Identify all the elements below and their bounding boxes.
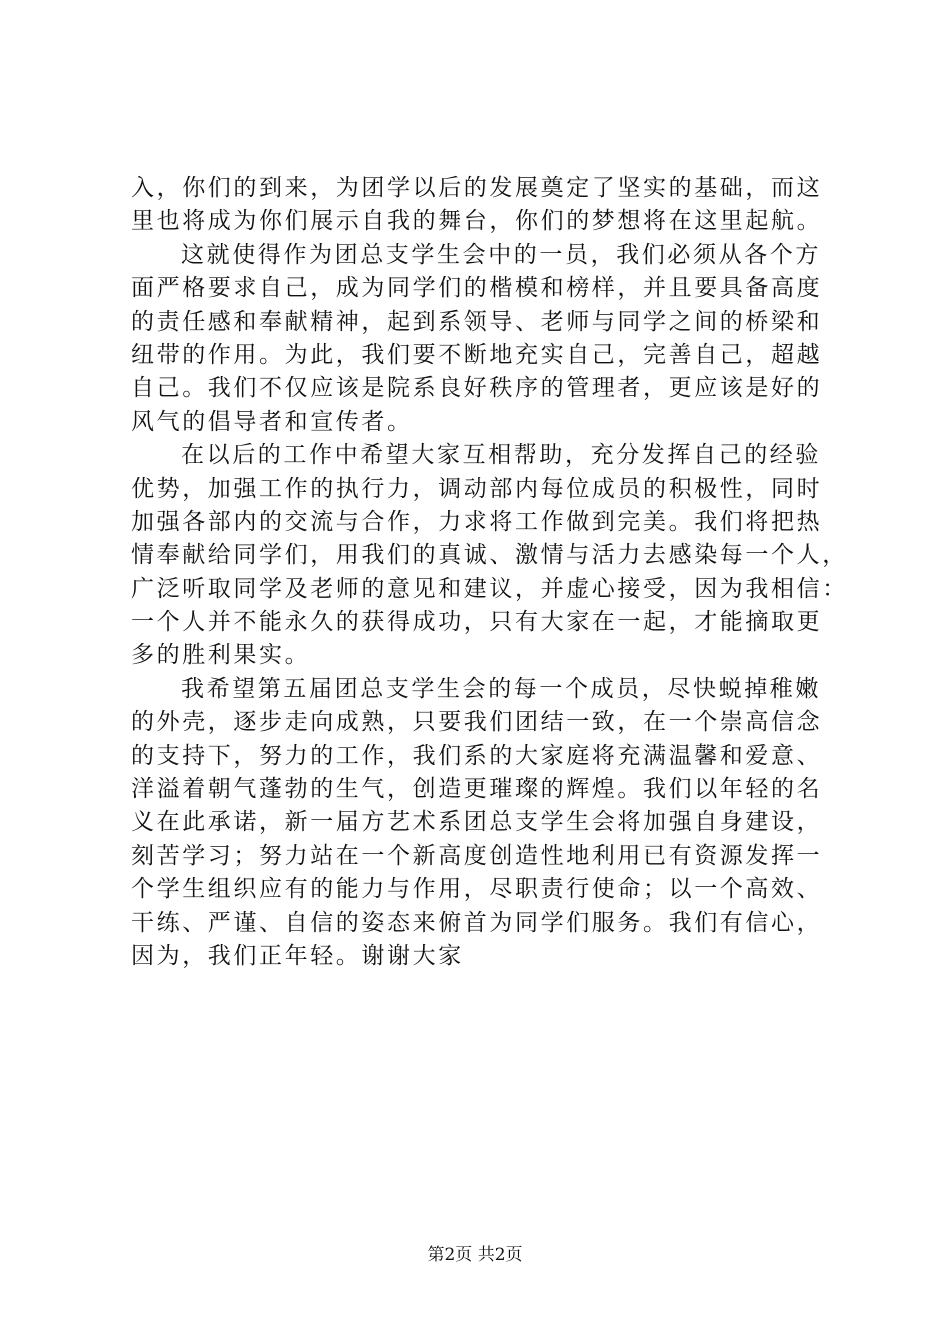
text-line: 个学生组织应有的能力与作用，尽职责行使命；以一个高效、 bbox=[131, 876, 823, 903]
text-line: 情奉献给同学们，用我们的真诚、激情与活力去感染每一个人， bbox=[131, 542, 848, 569]
text-line: 刻苦学习；努力站在一个新高度创造性地利用已有资源发挥一 bbox=[131, 842, 823, 869]
text-line: 优势，加强工作的执行力，调动部内每位成员的积极性，同时 bbox=[131, 475, 823, 502]
text-line: 因为，我们正年轻。谢谢大家 bbox=[131, 942, 464, 969]
text-line: 干练、严谨、自信的姿态来俯首为同学们服务。我们有信心， bbox=[131, 909, 823, 936]
text-line: 的外壳，逐步走向成熟，只要我们团结一致，在一个崇高信念 bbox=[131, 709, 823, 736]
text-line: 义在此承诺，新一届方艺术系团总支学生会将加强自身建设， bbox=[131, 809, 823, 836]
document-body bbox=[131, 172, 848, 973]
text-line: 广泛听取同学及老师的意见和建议，并虚心接受，因为我相信： bbox=[131, 575, 848, 602]
text-line: 的支持下，努力的工作，我们系的大家庭将充满温馨和爱意、 bbox=[131, 742, 823, 769]
text-line: 我希望第五届团总支学生会的每一个成员，尽快蜕掉稚嫩 bbox=[181, 675, 821, 702]
text-line: 在以后的工作中希望大家互相帮助，充分发挥自己的经验 bbox=[181, 442, 821, 469]
text-line: 纽带的作用。为此，我们要不断地充实自己，完善自己，超越 bbox=[131, 341, 823, 368]
text-line: 入，你们的到来，为团学以后的发展奠定了坚实的基础，而这 bbox=[131, 175, 823, 201]
page-footer: 第2页 共2页 bbox=[427, 1245, 523, 1265]
text-line: 这就使得作为团总支学生会中的一员，我们必须从各个方 bbox=[181, 241, 821, 268]
text-line: 多的胜利果实。 bbox=[131, 642, 311, 669]
text-line: 自己。我们不仅应该是院系良好秩序的管理者，更应该是好的 bbox=[131, 375, 823, 402]
text-line: 加强各部内的交流与合作，力求将工作做到完美。我们将把热 bbox=[131, 508, 823, 535]
text-line: 洋溢着朝气蓬勃的生气，创造更璀璨的辉煌。我们以年轻的名 bbox=[131, 776, 823, 803]
text-line: 一个人并不能永久的获得成功，只有大家在一起，才能摘取更 bbox=[131, 609, 823, 636]
text-line: 里也将成为你们展示自我的舞台，你们的梦想将在这里起航。 bbox=[131, 208, 823, 235]
text-line: 面严格要求自己，成为同学们的楷模和榜样，并且要具备高度 bbox=[131, 275, 823, 302]
text-line: 风气的倡导者和宣传者。 bbox=[131, 408, 413, 435]
text-line: 的责任感和奉献精神，起到系领导、老师与同学之间的桥梁和 bbox=[131, 308, 823, 335]
